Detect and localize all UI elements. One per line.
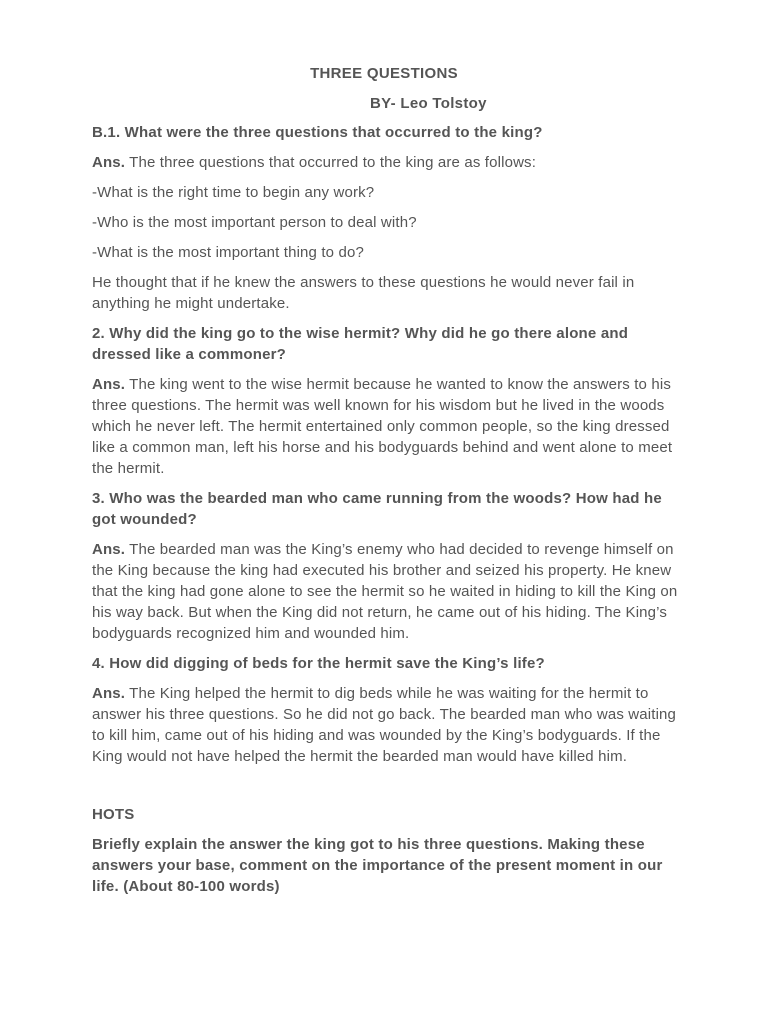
document-body [92,122,682,906]
document-title: THREE QUESTIONS [310,65,458,82]
answer-3 [92,539,682,644]
question-4: 4. How did digging of beds for the hermit save the King’s life? [92,655,545,672]
answer-4 [92,683,682,767]
answer-label: Ans. [92,154,126,171]
question-2: 2. Why did the king go to the wise hermit? Why did he go there alone and dressed like a commoner? [92,325,629,363]
hots-heading: HOTS [92,806,135,823]
answer-4-text: The King helped the hermit to dig beds while he was waiting for the hermit to answer his three questions. So he did not go back. The bearded man who was waiting to kill him, came out of his hiding and was wounded by the King’s bodyguards. If the King would not have helped the hermit the bearded man would have killed him. [92,685,677,765]
answer-label: Ans. [92,376,126,393]
answer-1-conclusion: He thought that if he knew the answers to these questions he would never fail in anything he might undertake. [92,274,635,312]
question-point-1: -What is the right time to begin any work? [92,184,375,201]
question-point-3: -What is the most important thing to do? [92,244,364,261]
answer-2-text: The king went to the wise hermit because he wanted to know the answers to his three questions. The hermit was well known for his wisdom but he lived in the woods which he never left. The hermit entertained only common people, so the king dressed like a common man, left his horse and his bodyguards behind and went alone to meet the hermit. [92,376,673,477]
answer-2 [92,374,682,479]
answer-1-text: The three questions that occurred to the king are as follows: [125,154,537,171]
question-point-2: -Who is the most important person to deal with? [92,214,417,231]
document-author: BY- Leo Tolstoy [370,95,487,112]
answer-label: Ans. [92,541,126,558]
answer-label: Ans. [92,685,126,702]
question-1: B.1. What were the three questions that occurred to the king? [92,124,543,141]
answer-1 [92,152,682,173]
hots-question: Briefly explain the answer the king got to his three questions. Making these answers your base, comment on the importance of the present moment in our life. (About 80-100 words) [92,836,663,895]
question-3: 3. Who was the bearded man who came running from the woods? How had he got wounded? [92,490,662,528]
answer-3-text: The bearded man was the King’s enemy who had decided to revenge himself on the King because the king had executed his brother and seized his property. He knew that the king had gone alone to see the hermit so he waited in hiding to kill the King on his way back. But when the King did not return, he came out of his hiding. The King’s bodyguards recognized him and wounded him. [92,541,678,642]
